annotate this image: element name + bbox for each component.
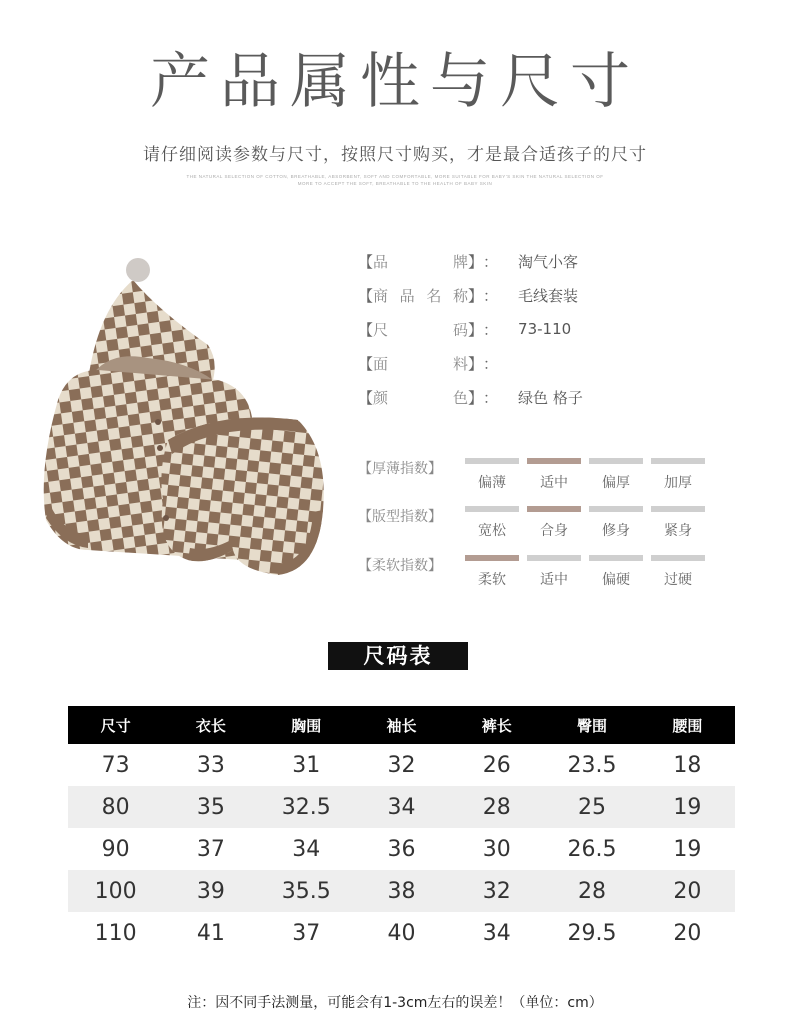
index-option: 适中 — [527, 458, 581, 492]
index-bar — [651, 458, 705, 464]
table-cell: 32 — [387, 752, 416, 778]
column-header: 裤长 — [449, 706, 544, 744]
table-cell: 35.5 — [259, 870, 354, 912]
index-label: 【厚薄指数】 — [358, 461, 442, 477]
index-option: 宽松 — [465, 506, 519, 540]
measurement-note: 注：因不同手法测量，可能会有1-3cm左右的误差！（单位：cm） — [187, 995, 603, 1011]
index-option: 修身 — [589, 506, 643, 540]
column-header: 胸围 — [259, 706, 354, 744]
table-cell: 37 — [292, 920, 321, 946]
index-option: 过硬 — [651, 555, 705, 589]
attribute-sep: ： — [483, 354, 499, 373]
index-bar — [465, 555, 519, 561]
attribute-key: 品 牌 — [373, 252, 469, 271]
attribute-row: 【 品 牌 】 ： 淘气小客 — [358, 252, 579, 271]
pompom-shape — [126, 258, 150, 282]
column-header: 袖长 — [354, 706, 449, 744]
table-cell: 28 — [449, 786, 544, 828]
column-header: 衣长 — [163, 706, 258, 744]
column-header: 尺寸 — [68, 706, 163, 744]
column-header: 臀围 — [544, 706, 639, 744]
table-cell: 20 — [640, 870, 735, 912]
table-cell: 39 — [163, 870, 258, 912]
index-bar — [589, 458, 643, 464]
table-cell: 34 — [482, 920, 511, 946]
table-row — [68, 744, 735, 786]
index-bar — [465, 506, 519, 512]
table-cell: 25 — [544, 786, 639, 828]
index-bar — [527, 555, 581, 561]
page-title: 产品属性与尺寸 — [150, 47, 640, 117]
index-label: 【版型指数】 — [358, 509, 442, 525]
attribute-row: 【 颜 色 】 ： 绿色 格子 — [358, 388, 583, 407]
attribute-value: 绿色 格子 — [518, 388, 583, 407]
table-header-row — [68, 706, 735, 744]
table-row — [68, 870, 735, 912]
table-cell: 110 — [94, 920, 137, 946]
table-cell: 29.5 — [567, 920, 617, 946]
table-row — [68, 912, 735, 954]
index-bar — [589, 555, 643, 561]
table-cell: 33 — [196, 752, 225, 778]
table-cell: 19 — [673, 836, 702, 862]
attribute-key: 面 料 — [373, 354, 469, 373]
fine-print-line: MORE TO ACCEPT THE SOFT, BREATHABLE TO THE HEALTH OF BABY SKIN — [297, 181, 493, 186]
table-cell: 32 — [449, 870, 544, 912]
table-cell: 34 — [354, 786, 449, 828]
index-bar — [527, 458, 581, 464]
table-cell: 26.5 — [567, 836, 617, 862]
index-bar — [465, 458, 519, 464]
size-table-heading: 尺码表 — [328, 642, 468, 670]
index-bar — [527, 506, 581, 512]
attribute-key: 尺 码 — [373, 320, 469, 339]
index-option: 紧身 — [651, 506, 705, 540]
index-option: 加厚 — [651, 458, 705, 492]
attribute-sep: ： — [483, 320, 499, 339]
table-cell: 23.5 — [567, 752, 617, 778]
column-header: 腰围 — [640, 706, 735, 744]
table-cell: 28 — [544, 870, 639, 912]
attribute-key: 颜 色 — [373, 388, 469, 407]
table-cell: 38 — [354, 870, 449, 912]
table-cell: 34 — [292, 836, 321, 862]
table-cell: 37 — [196, 836, 225, 862]
index-option: 偏薄 — [465, 458, 519, 492]
table-cell: 32.5 — [259, 786, 354, 828]
product-image — [38, 250, 328, 580]
table-cell: 90 — [101, 836, 130, 862]
fine-print-line: THE NATURAL SELECTION OF COTTON, BREATHABLE, ABSORBENT, SOFT AND COMFORTABLE, MORE SUITABLE FOR BABY'S SKIN THE NATURAL SELECTION OF — [186, 174, 604, 179]
attribute-value: 淘气小客 — [518, 252, 579, 271]
index-label: 【柔软指数】 — [358, 558, 442, 574]
index-option: 合身 — [527, 506, 581, 540]
index-bar — [589, 506, 643, 512]
attribute-sep: ： — [483, 252, 499, 271]
attribute-row: 【 尺 码 】 ： 73-110 — [358, 320, 572, 339]
table-cell: 35 — [163, 786, 258, 828]
index-bar — [651, 506, 705, 512]
table-cell: 40 — [387, 920, 416, 946]
size-table — [68, 706, 735, 954]
attribute-list — [358, 244, 583, 414]
index-option: 偏厚 — [589, 458, 643, 492]
attribute-key: 商 品 名 称 — [373, 286, 468, 305]
table-row — [68, 828, 735, 870]
table-cell: 31 — [292, 752, 321, 778]
table-cell: 26 — [482, 752, 511, 778]
attribute-sep: ： — [483, 388, 499, 407]
table-cell: 80 — [68, 786, 163, 828]
attribute-row: 【 面 料 】 ： — [358, 354, 499, 373]
table-cell: 73 — [101, 752, 130, 778]
table-row — [68, 786, 735, 828]
table-cell: 20 — [673, 920, 702, 946]
index-option: 偏硬 — [589, 555, 643, 589]
attribute-row: 【 商 品 名 称 】 ： 毛线套装 — [358, 286, 579, 305]
attribute-value: 73-110 — [518, 320, 572, 338]
attribute-value: 毛线套装 — [518, 286, 579, 305]
table-cell: 100 — [68, 870, 163, 912]
index-bar — [651, 555, 705, 561]
index-option: 适中 — [527, 555, 581, 589]
table-cell: 41 — [196, 920, 225, 946]
table-cell: 36 — [387, 836, 416, 862]
attribute-sep: ： — [483, 286, 499, 305]
table-cell: 18 — [673, 752, 702, 778]
table-cell: 30 — [482, 836, 511, 862]
page-subtitle: 请仔细阅读参数与尺寸，按照尺寸购买，才是最合适孩子的尺寸 — [143, 145, 647, 165]
index-option: 柔软 — [465, 555, 519, 589]
table-cell: 19 — [640, 786, 735, 828]
